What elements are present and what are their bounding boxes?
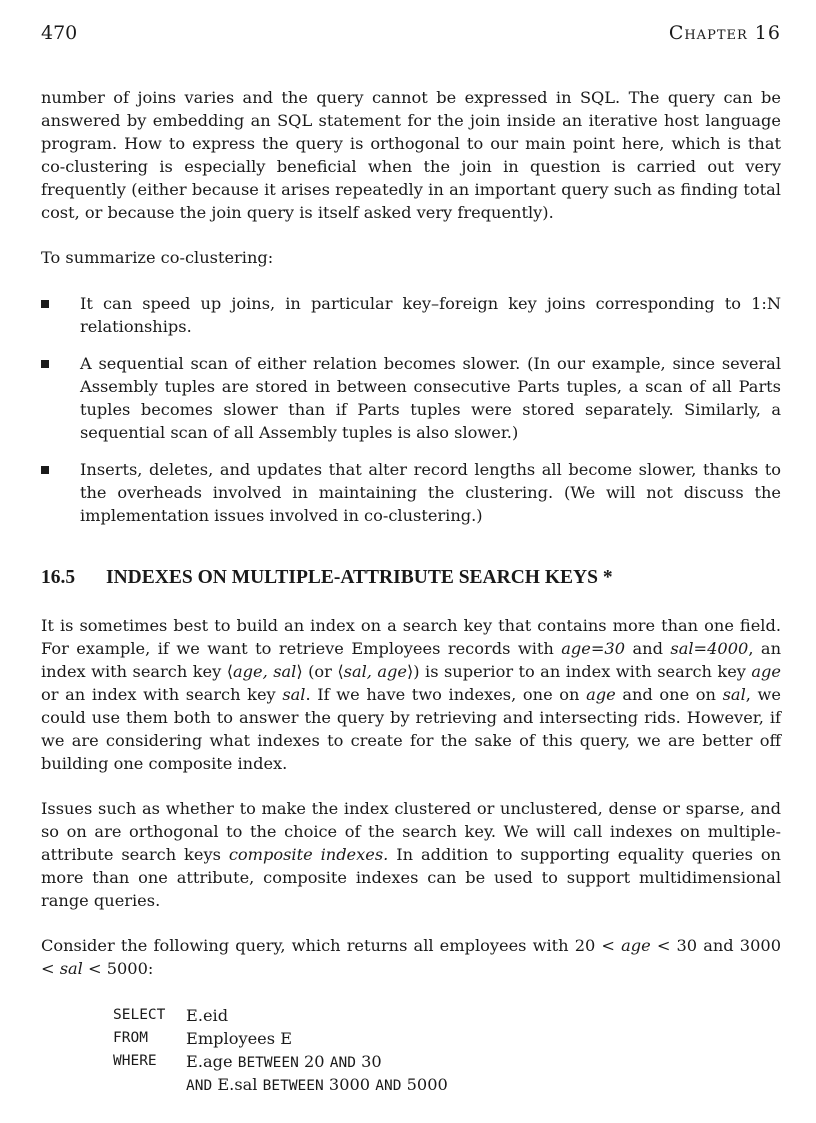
sql-keyword: SELECT [113,1007,166,1023]
text-run: , we could use them both to answer the query by retrieving and intersecting rids. However, if we are considering what indexes to create for the sake of this query, we are better off building one composite index. [41,685,781,773]
sql-select-body: E.eid [186,1006,229,1025]
sql-keyword: WHERE [113,1053,157,1069]
emphasis: age [621,936,651,955]
sql-and-body [186,1073,448,1098]
bullet-item [41,292,781,338]
text-run: It is sometimes best to build an index on a search key that contains more than one field. For example, if we want to retrieve Employees records with [41,616,781,658]
text-run: and [625,639,671,658]
sql-value: 3000 [328,1075,371,1094]
sql-keyword: BETWEEN [237,1055,299,1071]
sql-keyword: AND [375,1078,402,1094]
emphasis: sal [722,685,746,704]
text-run: or an index with search key [41,685,283,704]
summary-intro: To summarize co-clustering: [41,248,274,267]
text-run: , an index with search key ⟨ [41,639,781,681]
section-heading [41,566,781,590]
query-intro-paragraph [41,934,781,980]
text-run: Consider the following query, which returns all employees with 20 < [41,936,622,955]
chapter-title: Chapter 16 [668,22,781,44]
text-run: ⟩) is superior to an index with search key [406,662,752,681]
bullet-square-icon [41,360,49,368]
bullet-square-icon [41,300,49,308]
emphasis: sal, age [343,662,407,681]
emphasis: age [586,685,616,704]
bullet-text: A sequential scan of either relation becomes slower. (In our example, since several Assembly tuples are stored in between consecutive Parts tuples, a scan of all Parts tuples becomes slower than if Parts tuples were stored separately. Similarly, a sequential scan of all Assembly tuples is also slower.) [80,354,781,442]
sql-value: 5000 [406,1075,448,1094]
text-run: . If we have two indexes, one on [305,685,587,704]
text-run: ⟩ (or ⟨ [296,662,344,681]
sql-from-body: Employees E [186,1029,293,1048]
sql-keyword: AND [329,1055,356,1071]
bullet-item [41,458,781,527]
emphasis: age, sal [233,662,297,681]
page-number: 470 [41,22,78,44]
emphasis: sal [59,959,83,978]
sql-keyword: AND [186,1078,213,1094]
bullet-item [41,352,781,444]
section-title: INDEXES ON MULTIPLE-ATTRIBUTE SEARCH KEYS * [106,567,613,588]
text-run: Issues such as whether to make the index clustered or unclustered, dense or sparse, and so on are orthogonal to the choice of the search key. We will call indexes on multiple-attribute search keys [41,799,781,864]
sql-where-body [186,1050,382,1075]
text-run: < 30 and 3000 < [41,936,781,978]
sql-column: E.sal [217,1075,258,1094]
sql-value: 20 [303,1052,325,1071]
bullet-text: Inserts, deletes, and updates that alter record lengths all become slower, thanks to the overheads involved in maintaining the clustering. (We will not discuss the implementation issues involved in co-clustering.) [80,460,781,525]
emphasis: age [751,662,781,681]
intro-paragraph: number of joins varies and the query cannot be expressed in SQL. The query can be answered by embedding an SQL statement for the join inside an iterative host language program. How to express the query is orthogonal to our main point here, which is that co-clustering is especially beneficial when the join in question is carried out very frequently (either because it arises repeatedly in an important query such as finding total cost, or because the join query is itself asked very frequently). [41,88,781,222]
emphasis: composite indexes. [228,845,389,864]
section-number: 16.5 [41,567,76,588]
composite-index-paragraph [41,614,781,775]
emphasis: sal=4000 [670,639,749,658]
sql-keyword: BETWEEN [262,1078,324,1094]
sql-keyword: FROM [113,1030,148,1046]
text-run: and one on [615,685,723,704]
emphasis: age=30 [561,639,626,658]
text-run: < 5000: [82,959,154,978]
emphasis: sal [282,685,306,704]
sql-column: E.age [186,1052,233,1071]
running-header [41,22,781,46]
bullet-text: It can speed up joins, in particular key–foreign key joins corresponding to 1:N relationships. [80,294,781,336]
text-run: In addition to supporting equality queries on more than one attribute, composite indexes can be used to support multidimensional range queries. [41,845,781,910]
sql-value: 30 [361,1052,382,1071]
composite-definition-paragraph [41,797,781,912]
bullet-square-icon [41,466,49,474]
